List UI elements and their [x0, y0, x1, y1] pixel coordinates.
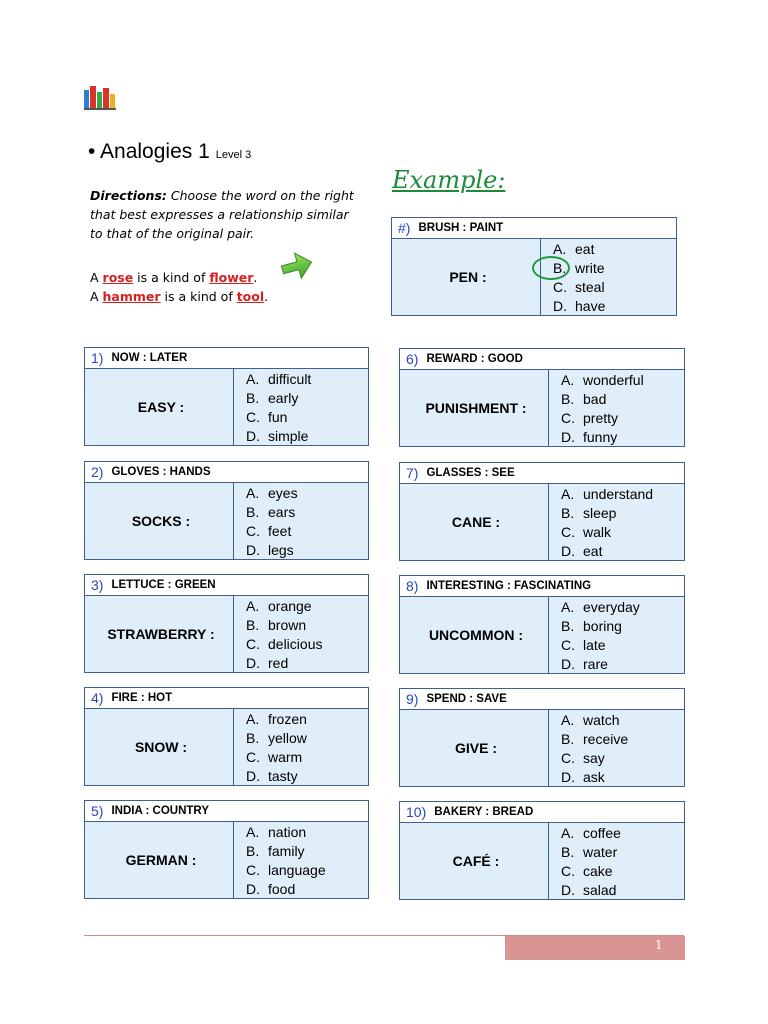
- option-b[interactable]: [561, 617, 684, 636]
- word-pair: INDIA : COUNTRY: [111, 805, 209, 817]
- stem-word: SOCKS :: [131, 513, 191, 529]
- options-list: [233, 369, 368, 445]
- option-c[interactable]: [246, 635, 368, 654]
- option-text: steal: [575, 279, 605, 295]
- option-b[interactable]: [246, 503, 368, 522]
- option-a[interactable]: [561, 485, 684, 504]
- page-number: 1: [655, 938, 663, 952]
- option-letter: B.: [561, 731, 575, 747]
- example-1-mid: is a kind of: [133, 270, 210, 285]
- card-header: [85, 575, 368, 596]
- example-2-pre: A: [90, 289, 103, 304]
- option-text: red: [268, 655, 289, 671]
- option-letter: A.: [246, 824, 260, 840]
- word-pair: FIRE : HOT: [111, 692, 173, 704]
- option-b[interactable]: [553, 259, 676, 278]
- question-card-4: [84, 687, 369, 786]
- option-text: orange: [268, 598, 312, 614]
- question-card-3: [84, 574, 369, 673]
- option-d[interactable]: [561, 768, 684, 787]
- option-a[interactable]: [553, 240, 676, 259]
- option-letter: D.: [561, 656, 575, 672]
- option-b[interactable]: [561, 504, 684, 523]
- option-text: pretty: [583, 410, 619, 426]
- option-c[interactable]: [561, 862, 684, 881]
- question-card-6: [399, 348, 685, 447]
- question-card-5: [84, 800, 369, 899]
- option-text: brown: [268, 617, 307, 633]
- option-letter: C.: [246, 523, 260, 539]
- card-body: [85, 369, 368, 445]
- example-2-post: .: [264, 289, 269, 304]
- option-letter: C.: [246, 409, 260, 425]
- option-a[interactable]: [561, 598, 684, 617]
- option-text: wonderful: [583, 372, 644, 388]
- option-letter: A.: [246, 598, 260, 614]
- question-number: 2): [91, 464, 104, 480]
- option-d[interactable]: [553, 297, 676, 316]
- option-c[interactable]: [561, 749, 684, 768]
- question-number: 8): [406, 578, 419, 594]
- word-pair: GLASSES : SEE: [426, 467, 515, 479]
- option-c[interactable]: [246, 408, 368, 427]
- example-1-word-a: rose: [102, 270, 134, 285]
- word-pair: LETTUCE : GREEN: [111, 579, 216, 591]
- option-text: boring: [583, 618, 622, 634]
- question-card-8: [399, 575, 685, 674]
- stem-word: SNOW :: [134, 739, 188, 755]
- title-text: • Analogies 1: [88, 140, 210, 163]
- options-list: [548, 597, 684, 673]
- option-c[interactable]: [561, 636, 684, 655]
- option-letter: C.: [246, 749, 260, 765]
- option-letter: A.: [246, 711, 260, 727]
- option-a[interactable]: [246, 597, 368, 616]
- option-letter: C.: [561, 863, 575, 879]
- card-body: [85, 822, 368, 898]
- option-d[interactable]: [246, 541, 368, 560]
- card-body: [400, 597, 684, 673]
- option-text: legs: [268, 542, 294, 558]
- stem-word: CANE :: [451, 514, 501, 530]
- question-number: 4): [91, 690, 104, 706]
- options-list: [233, 709, 368, 785]
- option-letter: B.: [246, 617, 260, 633]
- stem-word: CAFÉ :: [452, 853, 500, 869]
- option-letter: B.: [246, 730, 260, 746]
- option-a[interactable]: [246, 710, 368, 729]
- stem-word: PUNISHMENT :: [425, 400, 527, 416]
- option-text: say: [583, 750, 605, 766]
- option-letter: B.: [561, 618, 575, 634]
- option-letter: A.: [561, 825, 575, 841]
- option-a[interactable]: [246, 370, 368, 389]
- option-letter: B.: [246, 843, 260, 859]
- option-d[interactable]: [561, 655, 684, 674]
- option-text: have: [575, 298, 606, 314]
- example-sentence-2: [90, 287, 268, 306]
- option-text: fun: [268, 409, 288, 425]
- option-text: feet: [268, 523, 292, 539]
- option-d[interactable]: [246, 654, 368, 673]
- example-label: Example:: [392, 166, 506, 194]
- card-header: [400, 802, 684, 823]
- card-header: [400, 349, 684, 370]
- option-letter: D.: [246, 428, 260, 444]
- options-list: [548, 484, 684, 560]
- card-header: [400, 689, 684, 710]
- option-letter: B.: [553, 260, 567, 276]
- green-arrow-icon: [280, 250, 314, 282]
- option-letter: D.: [246, 768, 260, 784]
- page-title: [88, 140, 251, 164]
- question-number: 7): [406, 465, 419, 481]
- option-letter: B.: [561, 844, 575, 860]
- directions: [90, 186, 360, 243]
- card-header: [85, 688, 368, 709]
- example-sentences: [90, 268, 268, 306]
- option-d[interactable]: [561, 542, 684, 561]
- option-letter: A.: [246, 485, 260, 501]
- option-text: eat: [583, 543, 603, 559]
- option-b[interactable]: [246, 729, 368, 748]
- option-c[interactable]: [553, 278, 676, 297]
- option-a[interactable]: [561, 711, 684, 730]
- option-letter: D.: [561, 882, 575, 898]
- question-card-9: [399, 688, 685, 787]
- option-letter: A.: [246, 371, 260, 387]
- option-text: simple: [268, 428, 309, 444]
- options-list: [548, 370, 684, 446]
- option-letter: C.: [553, 279, 567, 295]
- example-2-mid: is a kind of: [160, 289, 237, 304]
- option-d[interactable]: [246, 767, 368, 786]
- option-text: coffee: [583, 825, 621, 841]
- option-text: rare: [583, 656, 608, 672]
- question-number: 3): [91, 577, 104, 593]
- option-text: tasty: [268, 768, 298, 784]
- option-b[interactable]: [246, 389, 368, 408]
- stem-word: GIVE :: [454, 740, 497, 756]
- option-a[interactable]: [246, 484, 368, 503]
- option-letter: D.: [561, 769, 575, 785]
- option-letter: A.: [561, 712, 575, 728]
- option-letter: C.: [561, 637, 575, 653]
- question-number: 6): [406, 351, 419, 367]
- example-1-pre: A: [90, 270, 103, 285]
- card-header: [400, 576, 684, 597]
- option-letter: D.: [246, 542, 260, 558]
- options-list: [233, 596, 368, 672]
- option-text: late: [583, 637, 606, 653]
- option-b[interactable]: [561, 390, 684, 409]
- option-text: everyday: [583, 599, 640, 615]
- option-b[interactable]: [561, 730, 684, 749]
- option-text: understand: [583, 486, 654, 502]
- option-letter: A.: [561, 486, 575, 502]
- option-text: funny: [583, 429, 618, 445]
- options-list: [233, 483, 368, 559]
- word-pair: NOW : LATER: [111, 352, 188, 364]
- option-a[interactable]: [561, 371, 684, 390]
- option-letter: D.: [561, 543, 575, 559]
- word-pair: REWARD : GOOD: [426, 353, 523, 365]
- card-header: [85, 801, 368, 822]
- stem-word: PEN :: [449, 269, 487, 285]
- option-letter: C.: [561, 524, 575, 540]
- option-text: sleep: [583, 505, 617, 521]
- stem-word: EASY :: [137, 399, 185, 415]
- option-letter: D.: [246, 655, 260, 671]
- selected-answer-circle: [532, 256, 570, 280]
- option-c[interactable]: [561, 409, 684, 428]
- option-c[interactable]: [246, 522, 368, 541]
- word-pair: BAKERY : BREAD: [434, 806, 534, 818]
- question-number: #): [398, 220, 411, 236]
- option-text: delicious: [268, 636, 323, 652]
- card-body: [85, 596, 368, 672]
- option-letter: C.: [246, 862, 260, 878]
- option-letter: A.: [553, 241, 567, 257]
- option-text: cake: [583, 863, 613, 879]
- card-header: [85, 462, 368, 483]
- card-body: [400, 710, 684, 786]
- option-text: difficult: [268, 371, 312, 387]
- option-text: frozen: [268, 711, 307, 727]
- books-logo-icon: [84, 84, 118, 110]
- option-text: early: [268, 390, 299, 406]
- option-letter: A.: [561, 599, 575, 615]
- option-letter: D.: [561, 429, 575, 445]
- stem-word: UNCOMMON :: [428, 627, 524, 643]
- option-text: ask: [583, 769, 605, 785]
- question-number: 5): [91, 803, 104, 819]
- option-b[interactable]: [561, 843, 684, 862]
- question-number: 1): [91, 350, 104, 366]
- options-list: [548, 823, 684, 899]
- question-card-10: [399, 801, 685, 900]
- option-text: walk: [583, 524, 612, 540]
- question-number: 9): [406, 691, 419, 707]
- word-pair: GLOVES : HANDS: [111, 466, 211, 478]
- word-pair: SPEND : SAVE: [426, 693, 507, 705]
- card-body: [392, 239, 676, 315]
- stem-word: GERMAN :: [125, 852, 197, 868]
- option-text: eat: [575, 241, 595, 257]
- option-d[interactable]: [561, 881, 684, 900]
- card-header: [392, 218, 676, 239]
- question-card-1: [84, 347, 369, 446]
- level-label: Level 3: [215, 149, 252, 161]
- option-d[interactable]: [561, 428, 684, 447]
- card-body: [400, 484, 684, 560]
- option-a[interactable]: [561, 824, 684, 843]
- options-list: [548, 710, 684, 786]
- option-letter: D.: [553, 298, 567, 314]
- option-b[interactable]: [246, 842, 368, 861]
- example-2-word-b: tool: [236, 289, 265, 304]
- option-c[interactable]: [561, 523, 684, 542]
- option-text: yellow: [268, 730, 307, 746]
- option-c[interactable]: [246, 748, 368, 767]
- option-text: ears: [268, 504, 296, 520]
- option-letter: C.: [246, 636, 260, 652]
- option-letter: B.: [561, 391, 575, 407]
- option-letter: A.: [561, 372, 575, 388]
- option-letter: C.: [561, 410, 575, 426]
- card-body: [400, 823, 684, 899]
- example-sentence-1: [90, 268, 268, 287]
- example-2-word-a: hammer: [102, 289, 161, 304]
- option-text: bad: [583, 391, 607, 407]
- option-text: salad: [583, 882, 617, 898]
- option-letter: B.: [246, 504, 260, 520]
- example-1-post: .: [253, 270, 258, 285]
- word-pair: INTERESTING : FASCINATING: [426, 580, 592, 592]
- card-body: [85, 709, 368, 785]
- card-header: [85, 348, 368, 369]
- question-card-2: [84, 461, 369, 560]
- option-text: write: [575, 260, 605, 276]
- options-list: [233, 822, 368, 898]
- card-header: [400, 463, 684, 484]
- option-text: family: [268, 843, 305, 859]
- option-text: nation: [268, 824, 307, 840]
- option-letter: B.: [561, 505, 575, 521]
- stem-word: STRAWBERRY :: [107, 626, 215, 642]
- option-text: language: [268, 862, 326, 878]
- option-letter: C.: [561, 750, 575, 766]
- question-card-7: [399, 462, 685, 561]
- option-b[interactable]: [246, 616, 368, 635]
- option-letter: D.: [246, 881, 260, 897]
- question-number: 10): [406, 804, 427, 820]
- word-pair: BRUSH : PAINT: [418, 222, 504, 234]
- option-text: eyes: [268, 485, 298, 501]
- option-d[interactable]: [246, 880, 368, 899]
- directions-text: Choose the word on the right that best expresses a relationship similar to that of the original pair.: [90, 188, 354, 241]
- option-d[interactable]: [246, 427, 368, 446]
- option-a[interactable]: [246, 823, 368, 842]
- card-body: [400, 370, 684, 446]
- option-text: water: [583, 844, 618, 860]
- option-text: warm: [268, 749, 303, 765]
- option-letter: B.: [246, 390, 260, 406]
- directions-label: Directions:: [90, 188, 167, 203]
- card-body: [85, 483, 368, 559]
- example-1-word-b: flower: [209, 270, 254, 285]
- option-text: receive: [583, 731, 629, 747]
- option-text: food: [268, 881, 296, 897]
- option-c[interactable]: [246, 861, 368, 880]
- option-text: watch: [583, 712, 620, 728]
